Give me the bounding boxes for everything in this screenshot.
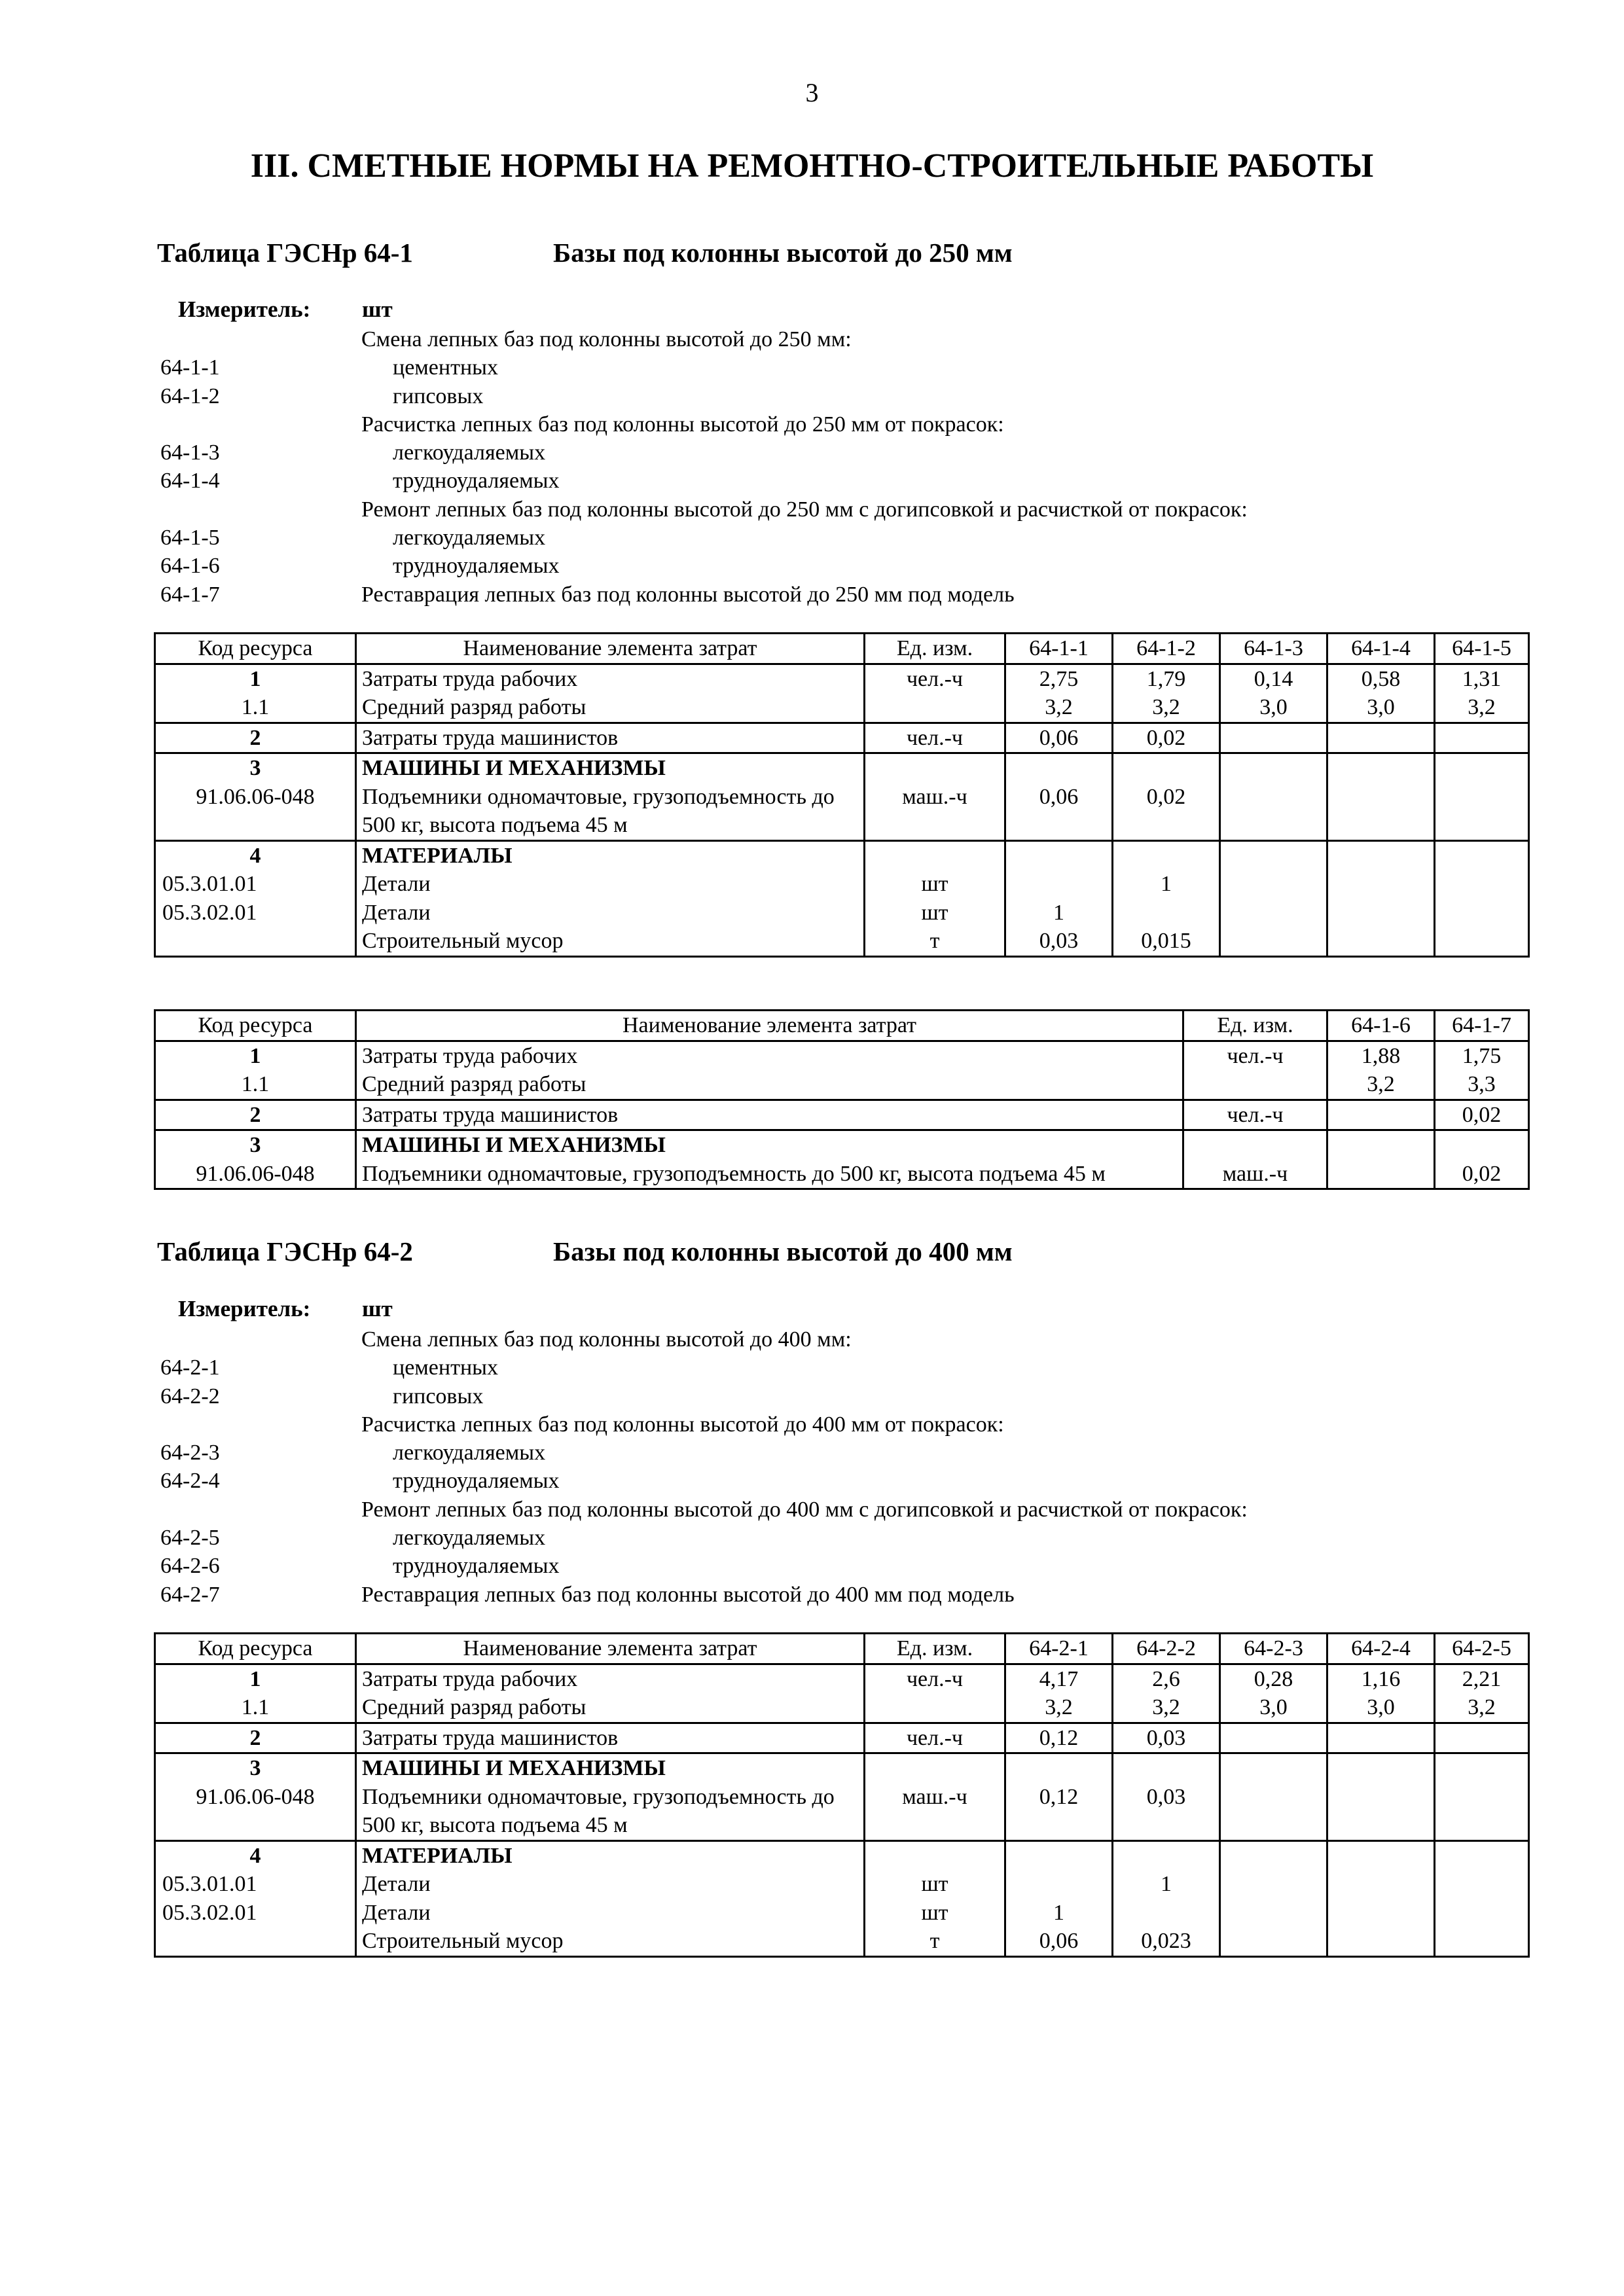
column-header: Ед. изм.: [865, 634, 1005, 664]
table-row: [155, 1753, 1529, 1783]
table-cell: [1220, 1723, 1327, 1753]
table-cell: [1435, 1899, 1529, 1928]
table-cell: 0,02: [1435, 1160, 1529, 1189]
table-cell: МАТЕРИАЛЫ: [356, 1840, 865, 1870]
table-cell: 1: [1005, 1899, 1113, 1928]
work-code: 64-2-3: [160, 1441, 220, 1465]
table-cell: [1327, 899, 1435, 927]
table-cell: чел.-ч: [865, 664, 1005, 693]
table-cell: чел.-ч: [865, 723, 1005, 753]
table-cell: [1220, 1927, 1327, 1956]
table-cell: Подъемники одномачтовые, грузоподъемность до 500 кг, высота подъема 45 м: [356, 783, 865, 841]
table-row: [155, 1664, 1529, 1693]
table-cell: 91.06.06-048: [155, 1783, 356, 1841]
table-cell: [1327, 1927, 1435, 1956]
table-cell: [1435, 753, 1529, 783]
meter-label: Измеритель:: [178, 296, 311, 322]
table-row: [155, 1041, 1529, 1070]
table-row: [155, 753, 1529, 783]
table-cell: [1113, 1840, 1220, 1870]
table-row: [155, 723, 1529, 753]
table-cell: [1183, 1070, 1327, 1100]
table-cell: [1327, 1130, 1435, 1160]
table-cell: 3: [155, 1130, 356, 1160]
table-cell: [1005, 1753, 1113, 1783]
section-title: Базы под колонны высотой до 400 мм: [553, 1236, 1013, 1266]
table-cell: Затраты труда рабочих: [356, 1041, 1183, 1070]
work-group-row: [160, 495, 1535, 524]
column-header: Ед. изм.: [1183, 1011, 1327, 1041]
table-cell: 0,015: [1113, 927, 1220, 956]
work-description: легкоудаляемых: [393, 526, 546, 550]
work-code: 64-1-5: [160, 526, 220, 550]
meter: [178, 296, 393, 323]
column-header: 64-2-2: [1113, 1634, 1220, 1664]
resource-table-64-1-a: [154, 632, 1530, 958]
column-header: Наименование элемента затрат: [356, 1634, 865, 1664]
section-code: Таблица ГЭСНр 64-1: [157, 238, 413, 268]
work-item-row: [160, 439, 1535, 467]
table-cell: маш.-ч: [1183, 1160, 1327, 1189]
work-code: 64-2-4: [160, 1469, 220, 1494]
table-cell: [155, 927, 356, 956]
table-cell: Средний разряд работы: [356, 1693, 865, 1723]
table-cell: т: [865, 927, 1005, 956]
column-header: 64-2-1: [1005, 1634, 1113, 1664]
work-item-row: [160, 1439, 1535, 1467]
table-cell: 1,88: [1327, 1041, 1435, 1070]
table-row: [155, 1870, 1529, 1899]
table-cell: [1220, 870, 1327, 899]
table-cell: МАШИНЫ И МЕХАНИЗМЫ: [356, 753, 865, 783]
table-cell: [1435, 1130, 1529, 1160]
table-cell: [1435, 1783, 1529, 1841]
table-cell: 0,06: [1005, 1927, 1113, 1956]
table-cell: 0,28: [1220, 1664, 1327, 1693]
work-code: 64-2-1: [160, 1355, 220, 1380]
table-cell: 0,023: [1113, 1927, 1220, 1956]
column-header: 64-2-3: [1220, 1634, 1327, 1664]
table-cell: 0,02: [1435, 1100, 1529, 1130]
table-cell: [1005, 840, 1113, 870]
work-item-row: [160, 552, 1535, 580]
table-cell: [1327, 1783, 1435, 1841]
table-cell: 91.06.06-048: [155, 783, 356, 841]
table-cell: 2: [155, 723, 356, 753]
work-item-row: [160, 524, 1535, 552]
table-cell: [1327, 927, 1435, 956]
work-code: 64-2-6: [160, 1554, 220, 1579]
table-cell: Подъемники одномачтовые, грузоподъемность до 500 кг, высота подъема 45 м: [356, 1160, 1183, 1189]
column-header: 64-1-5: [1435, 634, 1529, 664]
table-cell: [1220, 753, 1327, 783]
table-cell: 0,02: [1113, 723, 1220, 753]
table-cell: [1113, 899, 1220, 927]
table-cell: МАШИНЫ И МЕХАНИЗМЫ: [356, 1130, 1183, 1160]
table-cell: 05.3.02.01: [155, 899, 356, 927]
table-cell: шт: [865, 899, 1005, 927]
work-code: 64-2-2: [160, 1384, 220, 1408]
table-row: [155, 664, 1529, 693]
table-cell: чел.-ч: [865, 1664, 1005, 1693]
table-cell: [1220, 1783, 1327, 1841]
table-cell: 3,2: [1113, 1693, 1220, 1723]
table-row: [155, 1899, 1529, 1928]
table-cell: 3,2: [1435, 1693, 1529, 1723]
meter-value: шт: [362, 296, 393, 322]
table-row: [155, 1783, 1529, 1841]
table-cell: МАШИНЫ И МЕХАНИЗМЫ: [356, 1753, 865, 1783]
meter: [178, 1296, 393, 1322]
meter-label: Измеритель:: [178, 1296, 311, 1321]
table-cell: [1435, 899, 1529, 927]
table-cell: Затраты труда машинистов: [356, 723, 865, 753]
table-cell: 1: [155, 1664, 356, 1693]
table-cell: [865, 1753, 1005, 1783]
table-cell: Подъемники одномачтовые, грузоподъемность до 500 кг, высота подъема 45 м: [356, 1783, 865, 1841]
table-cell: [1113, 1899, 1220, 1928]
table-cell: 05.3.01.01: [155, 1870, 356, 1899]
table-cell: [1327, 1899, 1435, 1928]
table-cell: [1327, 783, 1435, 841]
table-cell: 3,2: [1327, 1070, 1435, 1100]
table-cell: т: [865, 1927, 1005, 1956]
section-title: Базы под колонны высотой до 250 мм: [553, 238, 1013, 268]
column-header: 64-1-1: [1005, 634, 1113, 664]
resource-table-64-2-a: [154, 1632, 1530, 1958]
page-number: 3: [805, 78, 819, 107]
table-cell: Средний разряд работы: [356, 1070, 1183, 1100]
work-item-row: [160, 581, 1535, 609]
table-cell: 2,6: [1113, 1664, 1220, 1693]
table-cell: 0,03: [1113, 1723, 1220, 1753]
work-item-row: [160, 382, 1535, 410]
table-cell: 1: [1005, 899, 1113, 927]
table-cell: [1327, 870, 1435, 899]
work-code: 64-1-3: [160, 440, 220, 465]
table-cell: 0,58: [1327, 664, 1435, 693]
table-row: [155, 899, 1529, 927]
work-code: 64-1-7: [160, 582, 220, 607]
table-cell: Затраты труда рабочих: [356, 1664, 865, 1693]
table-cell: 1.1: [155, 1070, 356, 1100]
table-header-row: [155, 1011, 1529, 1041]
work-item-row: [160, 1524, 1535, 1552]
table-cell: шт: [865, 870, 1005, 899]
table-cell: чел.-ч: [1183, 1041, 1327, 1070]
work-item-row: [160, 1354, 1535, 1382]
table-row: [155, 693, 1529, 723]
table-cell: 0,03: [1005, 927, 1113, 956]
table-cell: [1327, 840, 1435, 870]
table-cell: 1: [155, 1041, 356, 1070]
table-cell: [1220, 1870, 1327, 1899]
table-cell: 1,16: [1327, 1664, 1435, 1693]
table-cell: 4: [155, 1840, 356, 1870]
table-cell: [1327, 1723, 1435, 1753]
table-cell: [1327, 1840, 1435, 1870]
table-cell: 0,02: [1113, 783, 1220, 841]
column-header: 64-1-2: [1113, 634, 1220, 664]
work-group-row: [160, 1325, 1535, 1354]
column-header: Ед. изм.: [865, 1634, 1005, 1664]
table-cell: [1435, 870, 1529, 899]
table-cell: [1220, 840, 1327, 870]
work-description: цементных: [393, 355, 498, 380]
table-cell: [1435, 840, 1529, 870]
table-cell: шт: [865, 1899, 1005, 1928]
table-cell: 0,03: [1113, 1783, 1220, 1841]
table-cell: шт: [865, 1870, 1005, 1899]
table-cell: [1005, 870, 1113, 899]
table-cell: [1183, 1130, 1327, 1160]
table-cell: 2,21: [1435, 1664, 1529, 1693]
table-cell: 3,0: [1327, 693, 1435, 723]
column-header: 64-1-3: [1220, 634, 1327, 664]
table-cell: 1,75: [1435, 1041, 1529, 1070]
table-row: [155, 1070, 1529, 1100]
table-row: [155, 1100, 1529, 1130]
table-row: [155, 1927, 1529, 1956]
table-cell: [1113, 753, 1220, 783]
table-cell: [1327, 1160, 1435, 1189]
work-description: Реставрация лепных баз под колонны высотой до 400 мм под модель: [361, 1582, 1015, 1607]
table-cell: 3,3: [1435, 1070, 1529, 1100]
work-item-row: [160, 1467, 1535, 1495]
table-cell: 05.3.01.01: [155, 870, 356, 899]
work-list-64-1: [160, 325, 1535, 609]
table-cell: маш.-ч: [865, 783, 1005, 841]
work-item-row: [160, 467, 1535, 495]
work-group-row: [160, 1410, 1535, 1439]
work-description: Ремонт лепных баз под колонны высотой до 250 мм с догипсовкой и расчисткой от покрасок:: [361, 497, 1248, 522]
table-cell: [1220, 1899, 1327, 1928]
table-cell: [1220, 927, 1327, 956]
table-cell: [1220, 899, 1327, 927]
table-cell: Затраты труда рабочих: [356, 664, 865, 693]
table-cell: Детали: [356, 1899, 865, 1928]
work-group-row: [160, 410, 1535, 439]
table-cell: 0,06: [1005, 723, 1113, 753]
column-header: 64-2-5: [1435, 1634, 1529, 1664]
table-cell: 3: [155, 753, 356, 783]
column-header: Наименование элемента затрат: [356, 1011, 1183, 1041]
table-cell: [1327, 753, 1435, 783]
table-row: [155, 1160, 1529, 1189]
work-description: легкоудаляемых: [393, 1441, 546, 1465]
work-item-row: [160, 1382, 1535, 1410]
table-cell: [1220, 783, 1327, 841]
table-row: [155, 1693, 1529, 1723]
table-cell: 1: [1113, 1870, 1220, 1899]
table-cell: 0,12: [1005, 1783, 1113, 1841]
resource-table-64-1-b: [154, 1009, 1530, 1190]
work-description: гипсовых: [393, 384, 484, 408]
table-cell: Детали: [356, 1870, 865, 1899]
table-cell: [1435, 1927, 1529, 1956]
work-code: 64-1-4: [160, 469, 220, 493]
table-row: [155, 1130, 1529, 1160]
table-cell: [1220, 723, 1327, 753]
table-cell: [1327, 1100, 1435, 1130]
table-cell: [1327, 723, 1435, 753]
work-list-64-2: [160, 1325, 1535, 1609]
table-cell: чел.-ч: [865, 1723, 1005, 1753]
table-cell: 3,2: [1113, 693, 1220, 723]
table-cell: МАТЕРИАЛЫ: [356, 840, 865, 870]
table-cell: Строительный мусор: [356, 1927, 865, 1956]
table-row: [155, 1723, 1529, 1753]
table-row: [155, 783, 1529, 841]
table-cell: [155, 1927, 356, 1956]
work-code: 64-2-5: [160, 1526, 220, 1551]
table-row: [155, 870, 1529, 899]
work-code: 64-1-2: [160, 384, 220, 408]
work-description: Ремонт лепных баз под колонны высотой до 400 мм с догипсовкой и расчисткой от покрасок:: [361, 1497, 1248, 1522]
table-cell: 4,17: [1005, 1664, 1113, 1693]
work-group-row: [160, 325, 1535, 353]
table-cell: [1327, 1870, 1435, 1899]
table-cell: [1005, 1840, 1113, 1870]
column-header: 64-1-7: [1435, 1011, 1529, 1041]
table-cell: [1435, 1723, 1529, 1753]
table-cell: [1220, 1840, 1327, 1870]
column-header: 64-1-6: [1327, 1011, 1435, 1041]
table-cell: [1327, 1753, 1435, 1783]
work-description: цементных: [393, 1355, 498, 1380]
table-cell: [1435, 1753, 1529, 1783]
work-description: легкоудаляемых: [393, 1526, 546, 1551]
work-description: гипсовых: [393, 1384, 484, 1408]
work-code: 64-2-7: [160, 1582, 220, 1607]
table-cell: 2,75: [1005, 664, 1113, 693]
work-code: 64-1-1: [160, 355, 220, 380]
table-cell: 1: [155, 664, 356, 693]
table-cell: 4: [155, 840, 356, 870]
table-cell: 2: [155, 1723, 356, 1753]
table-cell: Затраты труда машинистов: [356, 1723, 865, 1753]
page-title: III. СМЕТНЫЕ НОРМЫ НА РЕМОНТНО-СТРОИТЕЛЬНЫЕ РАБОТЫ: [250, 147, 1374, 185]
work-description: Расчистка лепных баз под колонны высотой до 400 мм от покрасок:: [361, 1412, 1004, 1437]
section-code: Таблица ГЭСНр 64-2: [157, 1236, 413, 1266]
work-description: легкоудаляемых: [393, 440, 546, 465]
table-cell: 05.3.02.01: [155, 1899, 356, 1928]
table-cell: Детали: [356, 870, 865, 899]
table-cell: [865, 693, 1005, 723]
table-cell: [865, 753, 1005, 783]
work-description: Смена лепных баз под колонны высотой до 250 мм:: [361, 327, 852, 351]
work-group-row: [160, 1496, 1535, 1524]
table-cell: [1435, 1840, 1529, 1870]
table-cell: [1113, 840, 1220, 870]
table-cell: Затраты труда машинистов: [356, 1100, 1183, 1130]
table-cell: [1435, 783, 1529, 841]
table-cell: [865, 1693, 1005, 1723]
table-cell: 3,2: [1005, 1693, 1113, 1723]
table-header-row: [155, 1634, 1529, 1664]
table-cell: [1005, 1870, 1113, 1899]
column-header: Наименование элемента затрат: [356, 634, 865, 664]
table-cell: [1435, 723, 1529, 753]
work-description: трудноудаляемых: [393, 554, 560, 579]
table-cell: 1.1: [155, 693, 356, 723]
table-cell: Детали: [356, 899, 865, 927]
table-cell: [865, 1840, 1005, 1870]
table-cell: чел.-ч: [1183, 1100, 1327, 1130]
table-cell: [1113, 1753, 1220, 1783]
table-cell: 1.1: [155, 1693, 356, 1723]
work-description: Расчистка лепных баз под колонны высотой до 250 мм от покрасок:: [361, 412, 1004, 437]
column-header: Код ресурса: [155, 634, 356, 664]
work-item-row: [160, 1581, 1535, 1609]
column-header: 64-1-4: [1327, 634, 1435, 664]
table-cell: 0,06: [1005, 783, 1113, 841]
table-cell: 2: [155, 1100, 356, 1130]
table-cell: маш.-ч: [865, 1783, 1005, 1841]
table-cell: 3,0: [1327, 1693, 1435, 1723]
table-row: [155, 927, 1529, 956]
work-item-row: [160, 353, 1535, 382]
table-cell: [1220, 1753, 1327, 1783]
table-cell: 3,0: [1220, 693, 1327, 723]
table-row: [155, 1840, 1529, 1870]
table-cell: 3,2: [1005, 693, 1113, 723]
table-row: [155, 840, 1529, 870]
work-code: 64-1-6: [160, 554, 220, 579]
work-description: трудноудаляемых: [393, 1469, 560, 1494]
table-cell: Средний разряд работы: [356, 693, 865, 723]
table-cell: 1,79: [1113, 664, 1220, 693]
table-cell: 0,14: [1220, 664, 1327, 693]
column-header: 64-2-4: [1327, 1634, 1435, 1664]
work-description: трудноудаляемых: [393, 469, 560, 493]
table-cell: 3,0: [1220, 1693, 1327, 1723]
table-cell: 1: [1113, 870, 1220, 899]
table-cell: [865, 840, 1005, 870]
work-description: Реставрация лепных баз под колонны высотой до 250 мм под модель: [361, 582, 1015, 607]
meter-value: шт: [362, 1296, 393, 1321]
table-cell: 1,31: [1435, 664, 1529, 693]
work-description: трудноудаляемых: [393, 1554, 560, 1579]
table-cell: 91.06.06-048: [155, 1160, 356, 1189]
table-cell: 3: [155, 1753, 356, 1783]
table-cell: [1435, 1870, 1529, 1899]
table-cell: [1005, 753, 1113, 783]
work-item-row: [160, 1552, 1535, 1580]
work-description: Смена лепных баз под колонны высотой до 400 мм:: [361, 1327, 852, 1352]
column-header: Код ресурса: [155, 1634, 356, 1664]
column-header: Код ресурса: [155, 1011, 356, 1041]
table-cell: Строительный мусор: [356, 927, 865, 956]
table-cell: [1435, 927, 1529, 956]
table-cell: 3,2: [1435, 693, 1529, 723]
table-header-row: [155, 634, 1529, 664]
table-cell: 0,12: [1005, 1723, 1113, 1753]
